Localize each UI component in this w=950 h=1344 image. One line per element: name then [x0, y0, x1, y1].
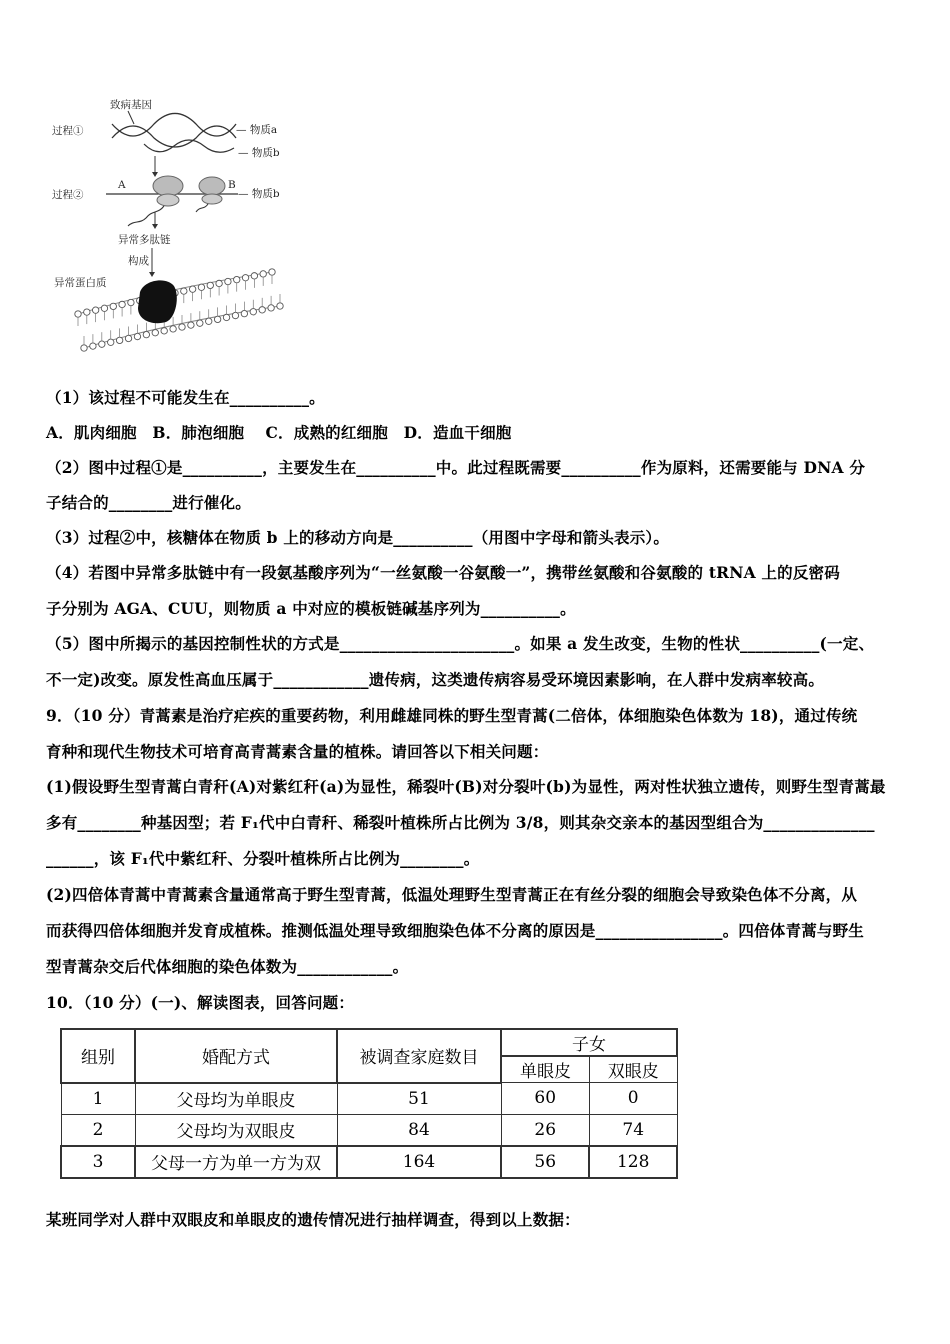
phospholipid-head: [128, 299, 134, 305]
cell-families: 84: [337, 1114, 501, 1146]
mrna-strand: [144, 140, 234, 152]
label-A: A: [118, 179, 126, 191]
survey-table: [60, 1028, 678, 1179]
phospholipid-head: [189, 286, 195, 292]
label-process1: 过程①: [52, 125, 84, 137]
label-pathogenic-gene: 致病基因: [110, 99, 152, 111]
phospholipid-head: [181, 288, 187, 294]
header-double: 双眼皮: [589, 1056, 677, 1083]
cell-double: 0: [589, 1083, 677, 1115]
phospholipid-head: [116, 337, 122, 343]
arrow-3-head: [149, 272, 155, 277]
q8-4-b: 子分别为 AGA、CUU，则物质 a 中对应的模板链碱基序列为__________。: [46, 599, 576, 618]
label-abnormal-protein: 异常蛋白质: [54, 277, 107, 289]
cell-double: 74: [589, 1114, 677, 1146]
header-mating: 婚配方式: [135, 1029, 337, 1083]
phospholipid-head: [152, 330, 158, 336]
phospholipid-head: [268, 305, 274, 311]
q8-1-options: A．肌肉细胞 B．肺泡细胞 C．成熟的红细胞 D．造血干细胞: [46, 423, 512, 442]
cell-double: 128: [589, 1146, 677, 1178]
phospholipid-head: [269, 269, 275, 275]
phospholipid-head: [232, 312, 238, 318]
q8-5-b: 不一定)改变。原发性高血压属于____________遗传病，这类遗传病容易受环境因素影响，在人群中发病率较高。: [46, 670, 825, 689]
phospholipid-head: [198, 284, 204, 290]
q10-stem: 10．（10 分）(一)、解读图表，回答问题：: [46, 993, 355, 1012]
cell-families: 164: [337, 1146, 501, 1178]
survey-table-wrapper: [60, 1028, 680, 1178]
q9-1-a: (1)假设野生型青蒿白青秆(A)对紫红秆(a)为显性，稀裂叶(B)对分裂叶(b)为显性，两对性状独立遗传，则野生型青蒿最: [46, 777, 886, 796]
label-abnormal-peptide: 异常多肽链: [118, 234, 171, 246]
q8-1: （1）该过程不可能发生在__________。: [46, 388, 325, 407]
abnormal-protein-blob: [138, 280, 177, 323]
q8-5-a: （5）图中所揭示的基因控制性状的方式是______________________。如果 a 发生改变，生物的性状__________(一定、: [46, 634, 875, 653]
q9-2-c: 型青蒿杂交后代体细胞的染色体数为____________。: [46, 957, 409, 976]
q8-4-a: （4）若图中异常多肽链中有一段氨基酸序列为“一丝氨酸一谷氨酸一”，携带丝氨酸和谷氨酸的 tRNA 上的反密码: [46, 563, 840, 582]
q8-2-b: 子结合的________进行催化。: [46, 493, 251, 512]
label-compose: 构成: [128, 255, 149, 267]
header-single: 单眼皮: [501, 1056, 589, 1083]
arrow-2-head: [152, 224, 158, 229]
phospholipid-head: [241, 310, 247, 316]
phospholipid-head: [259, 307, 265, 313]
phospholipid-head: [225, 278, 231, 284]
phospholipid-head: [234, 276, 240, 282]
q9-2-b: 而获得四倍体细胞并发育成植株。推测低温处理导致细胞染色体不分离的原因是________________。四倍体青蒿与野生: [46, 921, 865, 940]
label-B: B: [228, 179, 236, 191]
q9-stem-b: 育种和现代生物技术可培育高青蒿素含量的植株。请回答以下相关问题：: [46, 742, 549, 761]
phospholipid-head: [250, 309, 256, 315]
phospholipid-head: [242, 275, 248, 281]
cell-group: 3: [61, 1146, 135, 1178]
header-group: 组别: [61, 1029, 135, 1083]
phospholipid-head: [110, 303, 116, 309]
phospholipid-head: [170, 326, 176, 332]
phospholipid-head: [81, 345, 87, 351]
q10-survey-text: 某班同学对人群中双眼皮和单眼皮的遗传情况进行抽样调查，得到以上数据：: [46, 1210, 580, 1229]
label-substance-b1: — 物质b: [238, 147, 280, 159]
phospholipid-head: [119, 301, 125, 307]
header-children: 子女: [501, 1029, 677, 1056]
phospholipid-head: [214, 316, 220, 322]
phospholipid-head: [223, 314, 229, 320]
phospholipid-head: [277, 303, 283, 309]
phospholipid-head: [206, 318, 212, 324]
phospholipid-head: [143, 331, 149, 337]
phospholipid-head: [90, 343, 96, 349]
table-row: [61, 1114, 677, 1146]
q8-3: （3）过程②中，核糖体在物质 b 上的移动方向是__________（用图中字母和箭头表示）。: [46, 528, 670, 547]
cell-group: 1: [61, 1083, 135, 1115]
phospholipid-head: [188, 322, 194, 328]
table-row: [61, 1083, 677, 1115]
gene-expression-diagram: [48, 96, 308, 364]
cell-mating: 父母一方为单一方为双: [135, 1146, 337, 1178]
phospholipid-head: [207, 282, 213, 288]
label-substance-b2: — 物质b: [238, 188, 280, 200]
q9-stem-a: 9．（10 分）青蒿素是治疗疟疾的重要药物，利用雌雄同株的野生型青蒿(二倍体，体细胞染色体数为 18)，通过传统: [46, 706, 858, 725]
cell-single: 56: [501, 1146, 589, 1178]
cell-mating: 父母均为单眼皮: [135, 1083, 337, 1115]
phospholipid-head: [216, 280, 222, 286]
phospholipid-head: [84, 309, 90, 315]
ribosome-2-large: [199, 177, 225, 195]
label-process2: 过程②: [52, 189, 84, 201]
phospholipid-head: [251, 273, 257, 279]
phospholipid-head: [161, 328, 167, 334]
q9-2-a: (2)四倍体青蒿中青蒿素含量通常高于野生型青蒿，低温处理野生型青蒿正在有丝分裂的细胞会导致染色体不分离，从: [46, 885, 858, 904]
peptide-chain-1: [128, 206, 164, 226]
cell-single: 60: [501, 1083, 589, 1115]
ribosome-2-small: [202, 194, 222, 204]
phospholipid-head: [179, 324, 185, 330]
phospholipid-head: [92, 307, 98, 313]
phospholipid-head: [101, 305, 107, 311]
q9-1-b: 多有________种基因型；若 F₁代中白青秆、稀裂叶植株所占比例为 3/8，则其杂交亲本的基因型组合为______________: [46, 813, 875, 832]
phospholipid-head: [134, 333, 140, 339]
ribosome-1-large: [153, 176, 183, 196]
arrow-1-head: [152, 172, 158, 177]
cell-mating: 父母均为双眼皮: [135, 1114, 337, 1146]
phospholipid-head: [260, 271, 266, 277]
diagram-svg: [48, 96, 308, 364]
cell-single: 26: [501, 1114, 589, 1146]
phospholipid-head: [125, 335, 131, 341]
phospholipid-head: [108, 339, 114, 345]
gene-pointer: [128, 111, 134, 124]
ribosome-1-small: [157, 194, 179, 206]
cell-families: 51: [337, 1083, 501, 1115]
q9-1-c: ______，该 F₁代中紫红秆、分裂叶植株所占比例为________。: [46, 849, 480, 868]
header-families: 被调查家庭数目: [337, 1029, 501, 1083]
q8-2-a: （2）图中过程①是__________，主要发生在__________中。此过程既需要__________作为原料，还需要能与 DNA 分: [46, 458, 866, 477]
phospholipid-head: [75, 311, 81, 317]
label-substance-a: — 物质a: [236, 124, 278, 136]
cell-group: 2: [61, 1114, 135, 1146]
phospholipid-head: [197, 320, 203, 326]
table-row: [61, 1146, 677, 1178]
phospholipid-head: [99, 341, 105, 347]
peptide-chain-2: [196, 204, 208, 212]
